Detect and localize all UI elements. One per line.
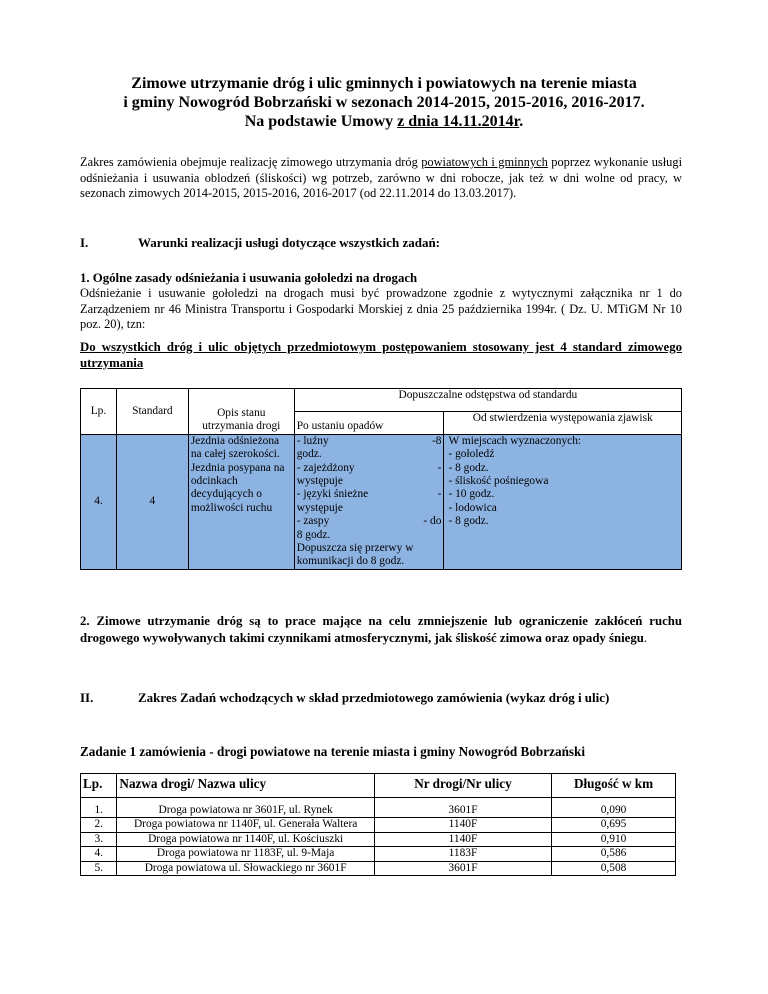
document-title <box>60 74 708 131</box>
road-number: 3601F <box>374 861 551 875</box>
od-stwierdzenia-line: - śliskość pośniegowa <box>448 475 549 488</box>
road-number: 1140F <box>374 832 551 846</box>
road-lp: 3. <box>81 832 117 846</box>
od-stwierdzenia-line: - gołoledź <box>448 448 495 461</box>
road-number: 1183F <box>374 847 551 861</box>
std-row-po-ustaniu <box>294 434 444 569</box>
table-row <box>81 847 676 861</box>
std-row-od-stwierdzenia <box>444 434 682 569</box>
po-ustaniu-line: godz. <box>296 448 322 461</box>
title-line-2: i gminy Nowogród Bobrzański w sezonach 2014-2015, 2015-2016, 2016-2017. <box>123 94 645 111</box>
std-header-dopuszczalne: Dopuszczalne odstępstwa od standardu <box>294 389 681 412</box>
std-row-standard: 4 <box>116 434 188 569</box>
po-ustaniu-line: - zaspy - do <box>296 515 442 528</box>
od-stwierdzenia-line: - lodowica <box>448 501 497 514</box>
section-2-number: II. <box>80 690 94 705</box>
po-ustaniu-line: 8 godz. <box>296 528 331 541</box>
std-table-header-row-1 <box>81 389 682 412</box>
po-ustaniu-line: - luźny -8 <box>296 434 442 447</box>
std-header-standard: Standard <box>116 389 188 435</box>
roads-header-nr: Nr drogi/Nr ulicy <box>374 774 551 798</box>
point-1-text: Odśnieżanie i usuwanie gołoledzi na drogach musi być prowadzone zgodnie z wytycznymi załącznika nr 1 do Zarządzeniem nr 46 Ministra Transportu i Gospodarki Morskiej z dnia 25 października 1994r. ( Dz. U. MTiGM Nr 10 poz. 20), tzn: <box>80 286 682 331</box>
road-number: 3601F <box>374 798 551 818</box>
po-ustaniu-line: występuje <box>296 501 343 514</box>
road-lp: 2. <box>81 818 117 832</box>
intro-paragraph: Zakres zamówienia obejmuje realizację zimowego utrzymania dróg powiatowych i gminnych poprzez wykonanie usługi odśnieżania i usuwania oblodzeń (śliskości) wg potrzeb, zarówno w dni robocze, jak też w dni wolne od pracy, w sezonach zimowych 2014-2015, 2015-2016, 2016-2017 (od 22.11.2014 do 13.03.2017). <box>80 155 683 200</box>
od-stwierdzenia-line: W miejscach wyznaczonych: <box>448 434 582 447</box>
po-ustaniu-line: komunikacji do 8 godz. <box>296 555 405 568</box>
road-length: 0,695 <box>552 818 676 832</box>
od-stwierdzenia-line: - 8 godz. <box>448 515 489 528</box>
road-lp: 4. <box>81 847 117 861</box>
std-table-row <box>81 434 682 569</box>
winter-standard-table <box>80 388 682 570</box>
std-header-lp: Lp. <box>81 389 117 435</box>
std-row-lp: 4. <box>81 434 117 569</box>
std-row-opis: Jezdnia odśnieżona na całej szerokości. Jezdnia posypana na odcinkach decydujących o możliwości ruchu <box>188 434 294 569</box>
road-number: 1140F <box>374 818 551 832</box>
road-length: 0,090 <box>552 798 676 818</box>
title-line-3: Na podstawie Umowy z dnia 14.11.2014r. <box>244 113 524 130</box>
roads-header-dlugosc: Długość w km <box>552 774 676 798</box>
table-row <box>81 861 676 875</box>
road-lp: 1. <box>81 798 117 818</box>
road-name: Droga powiatowa nr 1140F, ul. Generała Waltera <box>117 818 374 832</box>
od-stwierdzenia-line: - 10 godz. <box>448 488 495 501</box>
po-ustaniu-line: - języki śnieżne - <box>296 488 442 501</box>
zadanie-1-title: Zadanie 1 zamówienia - drogi powiatowe na terenie miasta i gminy Nowogród Bobrzański <box>80 744 586 759</box>
section-2-title: Zakres Zadań wchodzących w skład przedmiotowego zamówienia (wykaz dróg i ulic) <box>138 690 610 705</box>
table-row <box>81 832 676 846</box>
std-header-od-stwierdzenia: Od stwierdzenia występowania zjawisk <box>444 411 682 434</box>
section-1-title: Warunki realizacji usługi dotyczące wszystkich zadań: <box>138 235 441 250</box>
table-row <box>81 818 676 832</box>
od-stwierdzenia-line: - 8 godz. <box>448 461 489 474</box>
std-header-po-ustaniu: Po ustaniu opadów <box>294 411 444 434</box>
std-header-opis: Opis stanu utrzymania drogi <box>188 389 294 435</box>
roads-table-header <box>81 774 676 798</box>
po-ustaniu-line: Dopuszcza się przerwy w <box>296 542 414 555</box>
roads-header-lp: Lp. <box>81 774 117 798</box>
road-lp: 5. <box>81 861 117 875</box>
road-name: Droga powiatowa nr 1140F, ul. Kościuszki <box>117 832 374 846</box>
section-1-number: I. <box>80 235 89 250</box>
road-length: 0,508 <box>552 861 676 875</box>
roads-table <box>80 773 676 876</box>
road-length: 0,586 <box>552 847 676 861</box>
roads-header-nazwa: Nazwa drogi/ Nazwa ulicy <box>117 774 374 798</box>
contract-date: z dnia 14.11.2014r <box>397 113 520 130</box>
road-length: 0,910 <box>552 832 676 846</box>
standard-note: Do wszystkich dróg i ulic objętych przedmiotowym postępowaniem stosowany jest 4 standard zimowego utrzymania <box>80 340 682 370</box>
title-line-1: Zimowe utrzymanie dróg i ulic gminnych i powiatowych na terenie miasta <box>131 75 637 92</box>
road-name: Droga powiatowa nr 3601F, ul. Rynek <box>117 798 374 818</box>
po-ustaniu-line: występuje <box>296 475 343 488</box>
road-name: Droga powiatowa ul. Słowackiego nr 3601F <box>117 861 374 875</box>
table-row <box>81 798 676 818</box>
road-name: Droga powiatowa nr 1183F, ul. 9-Maja <box>117 847 374 861</box>
po-ustaniu-line: - zajeżdżony - <box>296 461 442 474</box>
point-1-heading: 1. Ogólne zasady odśnieżania i usuwania gołoledzi na drogach <box>80 271 418 285</box>
point-2-paragraph: 2. Zimowe utrzymanie dróg są to prace mające na celu zmniejszenie lub ograniczenie zakłóceń ruchu drogowego wywoływanych takimi czynnikami atmosferycznymi, jak śliskość zimowa oraz opady śniegu. <box>80 614 682 645</box>
